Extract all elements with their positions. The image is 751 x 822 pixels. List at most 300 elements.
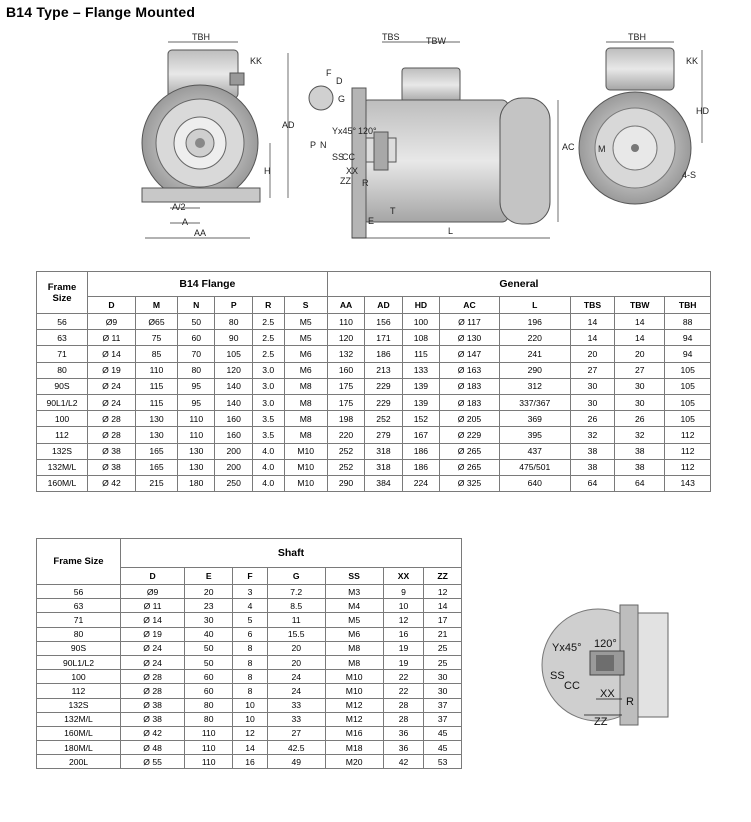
value-cell: Ø 24 — [88, 394, 136, 410]
value-cell: 139 — [402, 394, 439, 410]
value-cell: 252 — [327, 443, 364, 459]
value-cell: Ø 19 — [88, 362, 136, 378]
value-cell: 4.0 — [252, 475, 284, 491]
value-cell: 37 — [424, 712, 462, 726]
shaft-table-row — [37, 684, 462, 698]
value-cell: M8 — [325, 655, 383, 669]
value-cell: Ø 24 — [121, 655, 185, 669]
value-cell: 120 — [215, 362, 252, 378]
value-cell: 252 — [365, 411, 402, 427]
value-cell: 95 — [178, 378, 215, 394]
value-cell: 20 — [185, 585, 233, 599]
table-row — [37, 346, 711, 362]
value-cell: 105 — [665, 362, 711, 378]
value-cell: 11 — [267, 613, 325, 627]
frame-size-cell: 90S — [37, 641, 121, 655]
value-cell: 215 — [135, 475, 177, 491]
value-cell: 110 — [178, 427, 215, 443]
value-cell: 110 — [178, 411, 215, 427]
value-cell: 8 — [233, 670, 268, 684]
value-cell: 110 — [135, 362, 177, 378]
value-cell: 14 — [615, 330, 665, 346]
value-cell: M8 — [284, 411, 327, 427]
label-d: D — [336, 76, 343, 86]
value-cell: 8.5 — [267, 599, 325, 613]
value-cell: 15.5 — [267, 627, 325, 641]
value-cell: 27 — [267, 726, 325, 740]
label-r-side: R — [362, 178, 369, 188]
value-cell: Ø 38 — [121, 698, 185, 712]
frame-size-cell: 200L — [37, 755, 121, 769]
shaft-table-row — [37, 585, 462, 599]
flange-general-body — [37, 314, 711, 492]
label-tbh-front: TBH — [192, 32, 210, 42]
detail-label-120: 120° — [594, 638, 617, 650]
value-cell: 60 — [185, 684, 233, 698]
value-cell: 3.0 — [252, 378, 284, 394]
value-cell: 2.5 — [252, 330, 284, 346]
value-cell: Ø 14 — [88, 346, 136, 362]
value-cell: 115 — [402, 346, 439, 362]
value-cell: 38 — [570, 459, 614, 475]
frame-size-cell: 100 — [37, 670, 121, 684]
shaft-table-row — [37, 599, 462, 613]
shaft-table-row — [37, 670, 462, 684]
value-cell: Ø 14 — [121, 613, 185, 627]
value-cell: 4.0 — [252, 459, 284, 475]
label-hd: HD — [696, 106, 709, 116]
value-cell: Ø 24 — [121, 641, 185, 655]
value-cell: 10 — [233, 712, 268, 726]
label-h: H — [264, 166, 271, 176]
value-cell: 70 — [178, 346, 215, 362]
frame-size-header: Frame Size — [37, 272, 88, 314]
frame-size-cell: 132S — [37, 698, 121, 712]
value-cell: 95 — [178, 394, 215, 410]
value-cell: 14 — [424, 599, 462, 613]
label-g: G — [338, 94, 346, 104]
value-cell: 112 — [665, 427, 711, 443]
table-row — [37, 427, 711, 443]
value-cell: 94 — [665, 330, 711, 346]
value-cell: 49 — [267, 755, 325, 769]
frame-size-cell: 90S — [37, 378, 88, 394]
value-cell: 337/367 — [499, 394, 570, 410]
label-m: M — [598, 144, 606, 154]
label-ac: AC — [562, 142, 575, 152]
value-cell: 139 — [402, 378, 439, 394]
value-cell: Ø 28 — [121, 670, 185, 684]
table-row — [37, 459, 711, 475]
label-tbs: TBS — [382, 32, 400, 42]
general-header: General — [327, 272, 710, 297]
col-ac: AC — [440, 297, 500, 314]
frame-size-cell: 160M/L — [37, 726, 121, 740]
frame-size-cell: 90L1/L2 — [37, 394, 88, 410]
value-cell: Ø 38 — [121, 712, 185, 726]
value-cell: 16 — [383, 627, 424, 641]
value-cell: 60 — [185, 670, 233, 684]
value-cell: 160 — [215, 411, 252, 427]
value-cell: 64 — [570, 475, 614, 491]
table-row — [37, 443, 711, 459]
value-cell: M10 — [284, 459, 327, 475]
col-p: P — [215, 297, 252, 314]
value-cell: Ø 19 — [121, 627, 185, 641]
value-cell: 156 — [365, 314, 402, 330]
value-cell: 132 — [327, 346, 364, 362]
value-cell: M10 — [325, 684, 383, 698]
frame-size-cell: 80 — [37, 627, 121, 641]
detail-label-xx: XX — [600, 688, 615, 700]
value-cell: Ø 11 — [121, 599, 185, 613]
value-cell: 152 — [402, 411, 439, 427]
col-tbs: TBS — [570, 297, 614, 314]
value-cell: 229 — [365, 394, 402, 410]
value-cell: 160 — [327, 362, 364, 378]
value-cell: M10 — [284, 475, 327, 491]
value-cell: 252 — [327, 459, 364, 475]
motor-dimension-drawing — [130, 28, 740, 250]
value-cell: 28 — [383, 698, 424, 712]
label-a: A — [182, 217, 189, 227]
label-f: F — [326, 68, 332, 78]
shaft-table-row — [37, 698, 462, 712]
value-cell: 37 — [424, 698, 462, 712]
value-cell: 165 — [135, 459, 177, 475]
table-row — [37, 330, 711, 346]
value-cell: 30 — [570, 394, 614, 410]
col-d: D — [88, 297, 136, 314]
col-aa: AA — [327, 297, 364, 314]
value-cell: 42.5 — [267, 741, 325, 755]
value-cell: 8 — [233, 641, 268, 655]
value-cell: 171 — [365, 330, 402, 346]
value-cell: M16 — [325, 726, 383, 740]
value-cell: Ø 265 — [440, 443, 500, 459]
value-cell: 105 — [665, 411, 711, 427]
value-cell: 8 — [233, 684, 268, 698]
value-cell: 30 — [185, 613, 233, 627]
value-cell: 14 — [233, 741, 268, 755]
shaft-table-row — [37, 712, 462, 726]
value-cell: 110 — [185, 755, 233, 769]
value-cell: 50 — [178, 314, 215, 330]
label-120-side: 120° — [358, 126, 377, 136]
value-cell: 5 — [233, 613, 268, 627]
value-cell: 33 — [267, 712, 325, 726]
value-cell: 369 — [499, 411, 570, 427]
value-cell: 143 — [665, 475, 711, 491]
label-kk-rear: KK — [686, 56, 699, 66]
value-cell: 186 — [402, 443, 439, 459]
frame-size-cell: 100 — [37, 411, 88, 427]
value-cell: 30 — [615, 394, 665, 410]
value-cell: 32 — [615, 427, 665, 443]
shaft-table-row — [37, 726, 462, 740]
frame-size-cell: 71 — [37, 346, 88, 362]
shaft-table-row — [37, 627, 462, 641]
value-cell: Ø 183 — [440, 394, 500, 410]
value-cell: Ø 28 — [88, 411, 136, 427]
label-ss-side: SS — [332, 152, 345, 162]
label-e: E — [368, 216, 375, 226]
value-cell: 22 — [383, 670, 424, 684]
value-cell: 200 — [215, 459, 252, 475]
col-s: S — [284, 297, 327, 314]
value-cell: 175 — [327, 394, 364, 410]
value-cell: 94 — [665, 346, 711, 362]
value-cell: 10 — [233, 698, 268, 712]
shaft-table-row — [37, 741, 462, 755]
label-n: N — [320, 140, 327, 150]
value-cell: M5 — [284, 330, 327, 346]
value-cell: 165 — [135, 443, 177, 459]
value-cell: 80 — [178, 362, 215, 378]
table-row — [37, 475, 711, 491]
value-cell: 85 — [135, 346, 177, 362]
value-cell: 395 — [499, 427, 570, 443]
value-cell: M10 — [284, 443, 327, 459]
value-cell: 33 — [267, 698, 325, 712]
value-cell: M8 — [284, 427, 327, 443]
value-cell: 3 — [233, 585, 268, 599]
flange-general-table — [36, 271, 711, 492]
value-cell: Ø 55 — [121, 755, 185, 769]
value-cell: 20 — [267, 641, 325, 655]
value-cell: 437 — [499, 443, 570, 459]
value-cell: 40 — [185, 627, 233, 641]
value-cell: 133 — [402, 362, 439, 378]
label-t: T — [390, 206, 396, 216]
value-cell: 25 — [424, 641, 462, 655]
frame-size-cell: 71 — [37, 613, 121, 627]
value-cell: 36 — [383, 726, 424, 740]
value-cell: 112 — [665, 459, 711, 475]
value-cell: M4 — [325, 599, 383, 613]
value-cell: 20 — [570, 346, 614, 362]
label-xx-side: XX — [346, 166, 359, 176]
value-cell: M6 — [325, 627, 383, 641]
value-cell: 14 — [570, 330, 614, 346]
value-cell: Ø 28 — [88, 427, 136, 443]
value-cell: 80 — [185, 698, 233, 712]
value-cell: Ø 265 — [440, 459, 500, 475]
value-cell: 175 — [327, 378, 364, 394]
value-cell: 100 — [402, 314, 439, 330]
value-cell: M12 — [325, 698, 383, 712]
value-cell: 180 — [178, 475, 215, 491]
value-cell: 20 — [267, 655, 325, 669]
value-cell: 23 — [185, 599, 233, 613]
value-cell: M8 — [325, 641, 383, 655]
value-cell: 12 — [424, 585, 462, 599]
table-row — [37, 362, 711, 378]
value-cell: 24 — [267, 670, 325, 684]
value-cell: 110 — [185, 741, 233, 755]
value-cell: 120 — [327, 330, 364, 346]
value-cell: 318 — [365, 443, 402, 459]
value-cell: 105 — [215, 346, 252, 362]
value-cell: Ø 42 — [88, 475, 136, 491]
value-cell: 110 — [327, 314, 364, 330]
value-cell: Ø 183 — [440, 378, 500, 394]
value-cell: 19 — [383, 641, 424, 655]
value-cell: 12 — [233, 726, 268, 740]
value-cell: Ø9 — [121, 585, 185, 599]
shaft-table-row — [37, 655, 462, 669]
shaft-col-f: F — [233, 568, 268, 585]
value-cell: 32 — [570, 427, 614, 443]
label-kk-front: KK — [250, 56, 263, 66]
shaft-col-ss: SS — [325, 568, 383, 585]
shaft-col-g: G — [267, 568, 325, 585]
value-cell: Ø65 — [135, 314, 177, 330]
value-cell: Ø 24 — [88, 378, 136, 394]
label-yx45-side: Yx45° — [332, 126, 357, 136]
detail-label-cc: CC — [564, 680, 580, 692]
value-cell: Ø 130 — [440, 330, 500, 346]
value-cell: 250 — [215, 475, 252, 491]
label-zz-side: ZZ — [340, 176, 351, 186]
value-cell: 130 — [135, 427, 177, 443]
value-cell: 130 — [178, 459, 215, 475]
value-cell: 110 — [185, 726, 233, 740]
label-l: L — [448, 226, 454, 236]
col-l: L — [499, 297, 570, 314]
value-cell: 27 — [570, 362, 614, 378]
table-row — [37, 378, 711, 394]
label-cc-side: CC — [342, 152, 355, 162]
value-cell: 220 — [327, 427, 364, 443]
frame-size-cell: 160M/L — [37, 475, 88, 491]
value-cell: 53 — [424, 755, 462, 769]
label-a-half: A/2 — [172, 202, 186, 212]
value-cell: 3.5 — [252, 411, 284, 427]
value-cell: M8 — [284, 378, 327, 394]
value-cell: 6 — [233, 627, 268, 641]
front-view — [142, 32, 295, 238]
table-row — [37, 314, 711, 330]
value-cell: 30 — [570, 378, 614, 394]
value-cell: 30 — [424, 684, 462, 698]
value-cell: 4 — [233, 599, 268, 613]
value-cell: 105 — [665, 394, 711, 410]
value-cell: 88 — [665, 314, 711, 330]
b14-flange-header: B14 Flange — [88, 272, 328, 297]
value-cell: 196 — [499, 314, 570, 330]
detail-label-yx45: Yx45° — [552, 642, 582, 654]
value-cell: Ø 205 — [440, 411, 500, 427]
col-tbw: TBW — [615, 297, 665, 314]
value-cell: 108 — [402, 330, 439, 346]
value-cell: M10 — [325, 670, 383, 684]
shaft-table-row — [37, 641, 462, 655]
col-hd: HD — [402, 297, 439, 314]
value-cell: 64 — [615, 475, 665, 491]
value-cell: 198 — [327, 411, 364, 427]
value-cell: 318 — [365, 459, 402, 475]
value-cell: 115 — [135, 378, 177, 394]
value-cell: 4.0 — [252, 443, 284, 459]
value-cell: 17 — [424, 613, 462, 627]
label-aa: AA — [194, 228, 207, 238]
value-cell: 16 — [233, 755, 268, 769]
value-cell: 2.5 — [252, 314, 284, 330]
shaft-col-zz: ZZ — [424, 568, 462, 585]
value-cell: Ø 11 — [88, 330, 136, 346]
col-ad: AD — [365, 297, 402, 314]
value-cell: 105 — [665, 378, 711, 394]
value-cell: 50 — [185, 641, 233, 655]
label-ad: AD — [282, 120, 295, 130]
value-cell: 90 — [215, 330, 252, 346]
value-cell: Ø 163 — [440, 362, 500, 378]
value-cell: 384 — [365, 475, 402, 491]
value-cell: M6 — [284, 362, 327, 378]
label-tbw: TBW — [426, 36, 446, 46]
shaft-header: Shaft — [121, 539, 462, 568]
frame-size-cell: 56 — [37, 585, 121, 599]
value-cell: 38 — [615, 459, 665, 475]
value-cell: 42 — [383, 755, 424, 769]
value-cell: Ø 42 — [121, 726, 185, 740]
value-cell: 140 — [215, 394, 252, 410]
value-cell: M5 — [325, 613, 383, 627]
value-cell: M12 — [325, 712, 383, 726]
value-cell: 312 — [499, 378, 570, 394]
shaft-table-row — [37, 755, 462, 769]
value-cell: 130 — [178, 443, 215, 459]
value-cell: 220 — [499, 330, 570, 346]
frame-size-cell: 112 — [37, 684, 121, 698]
value-cell: M18 — [325, 741, 383, 755]
value-cell: Ø 147 — [440, 346, 500, 362]
value-cell: Ø 38 — [88, 459, 136, 475]
value-cell: 26 — [615, 411, 665, 427]
value-cell: 45 — [424, 741, 462, 755]
value-cell: 290 — [327, 475, 364, 491]
value-cell: 3.5 — [252, 427, 284, 443]
table-row — [37, 411, 711, 427]
value-cell: 115 — [135, 394, 177, 410]
value-cell: 30 — [424, 670, 462, 684]
value-cell: 160 — [215, 427, 252, 443]
frame-size-cell: 90L1/L2 — [37, 655, 121, 669]
value-cell: 21 — [424, 627, 462, 641]
frame-size-cell: 132M/L — [37, 459, 88, 475]
value-cell: 22 — [383, 684, 424, 698]
value-cell: 224 — [402, 475, 439, 491]
shaft-table-row — [37, 613, 462, 627]
value-cell: M8 — [284, 394, 327, 410]
frame-size-cell: 56 — [37, 314, 88, 330]
value-cell: 38 — [570, 443, 614, 459]
frame-size-cell: 63 — [37, 599, 121, 613]
frame-size-cell: 180M/L — [37, 741, 121, 755]
col-r: R — [252, 297, 284, 314]
shaft-col-xx: XX — [383, 568, 424, 585]
value-cell: 60 — [178, 330, 215, 346]
value-cell: 12 — [383, 613, 424, 627]
value-cell: Ø9 — [88, 314, 136, 330]
shaft-col-d: D — [121, 568, 185, 585]
value-cell: 45 — [424, 726, 462, 740]
value-cell: 27 — [615, 362, 665, 378]
value-cell: 7.2 — [267, 585, 325, 599]
value-cell: 50 — [185, 655, 233, 669]
frame-size-cell: 80 — [37, 362, 88, 378]
